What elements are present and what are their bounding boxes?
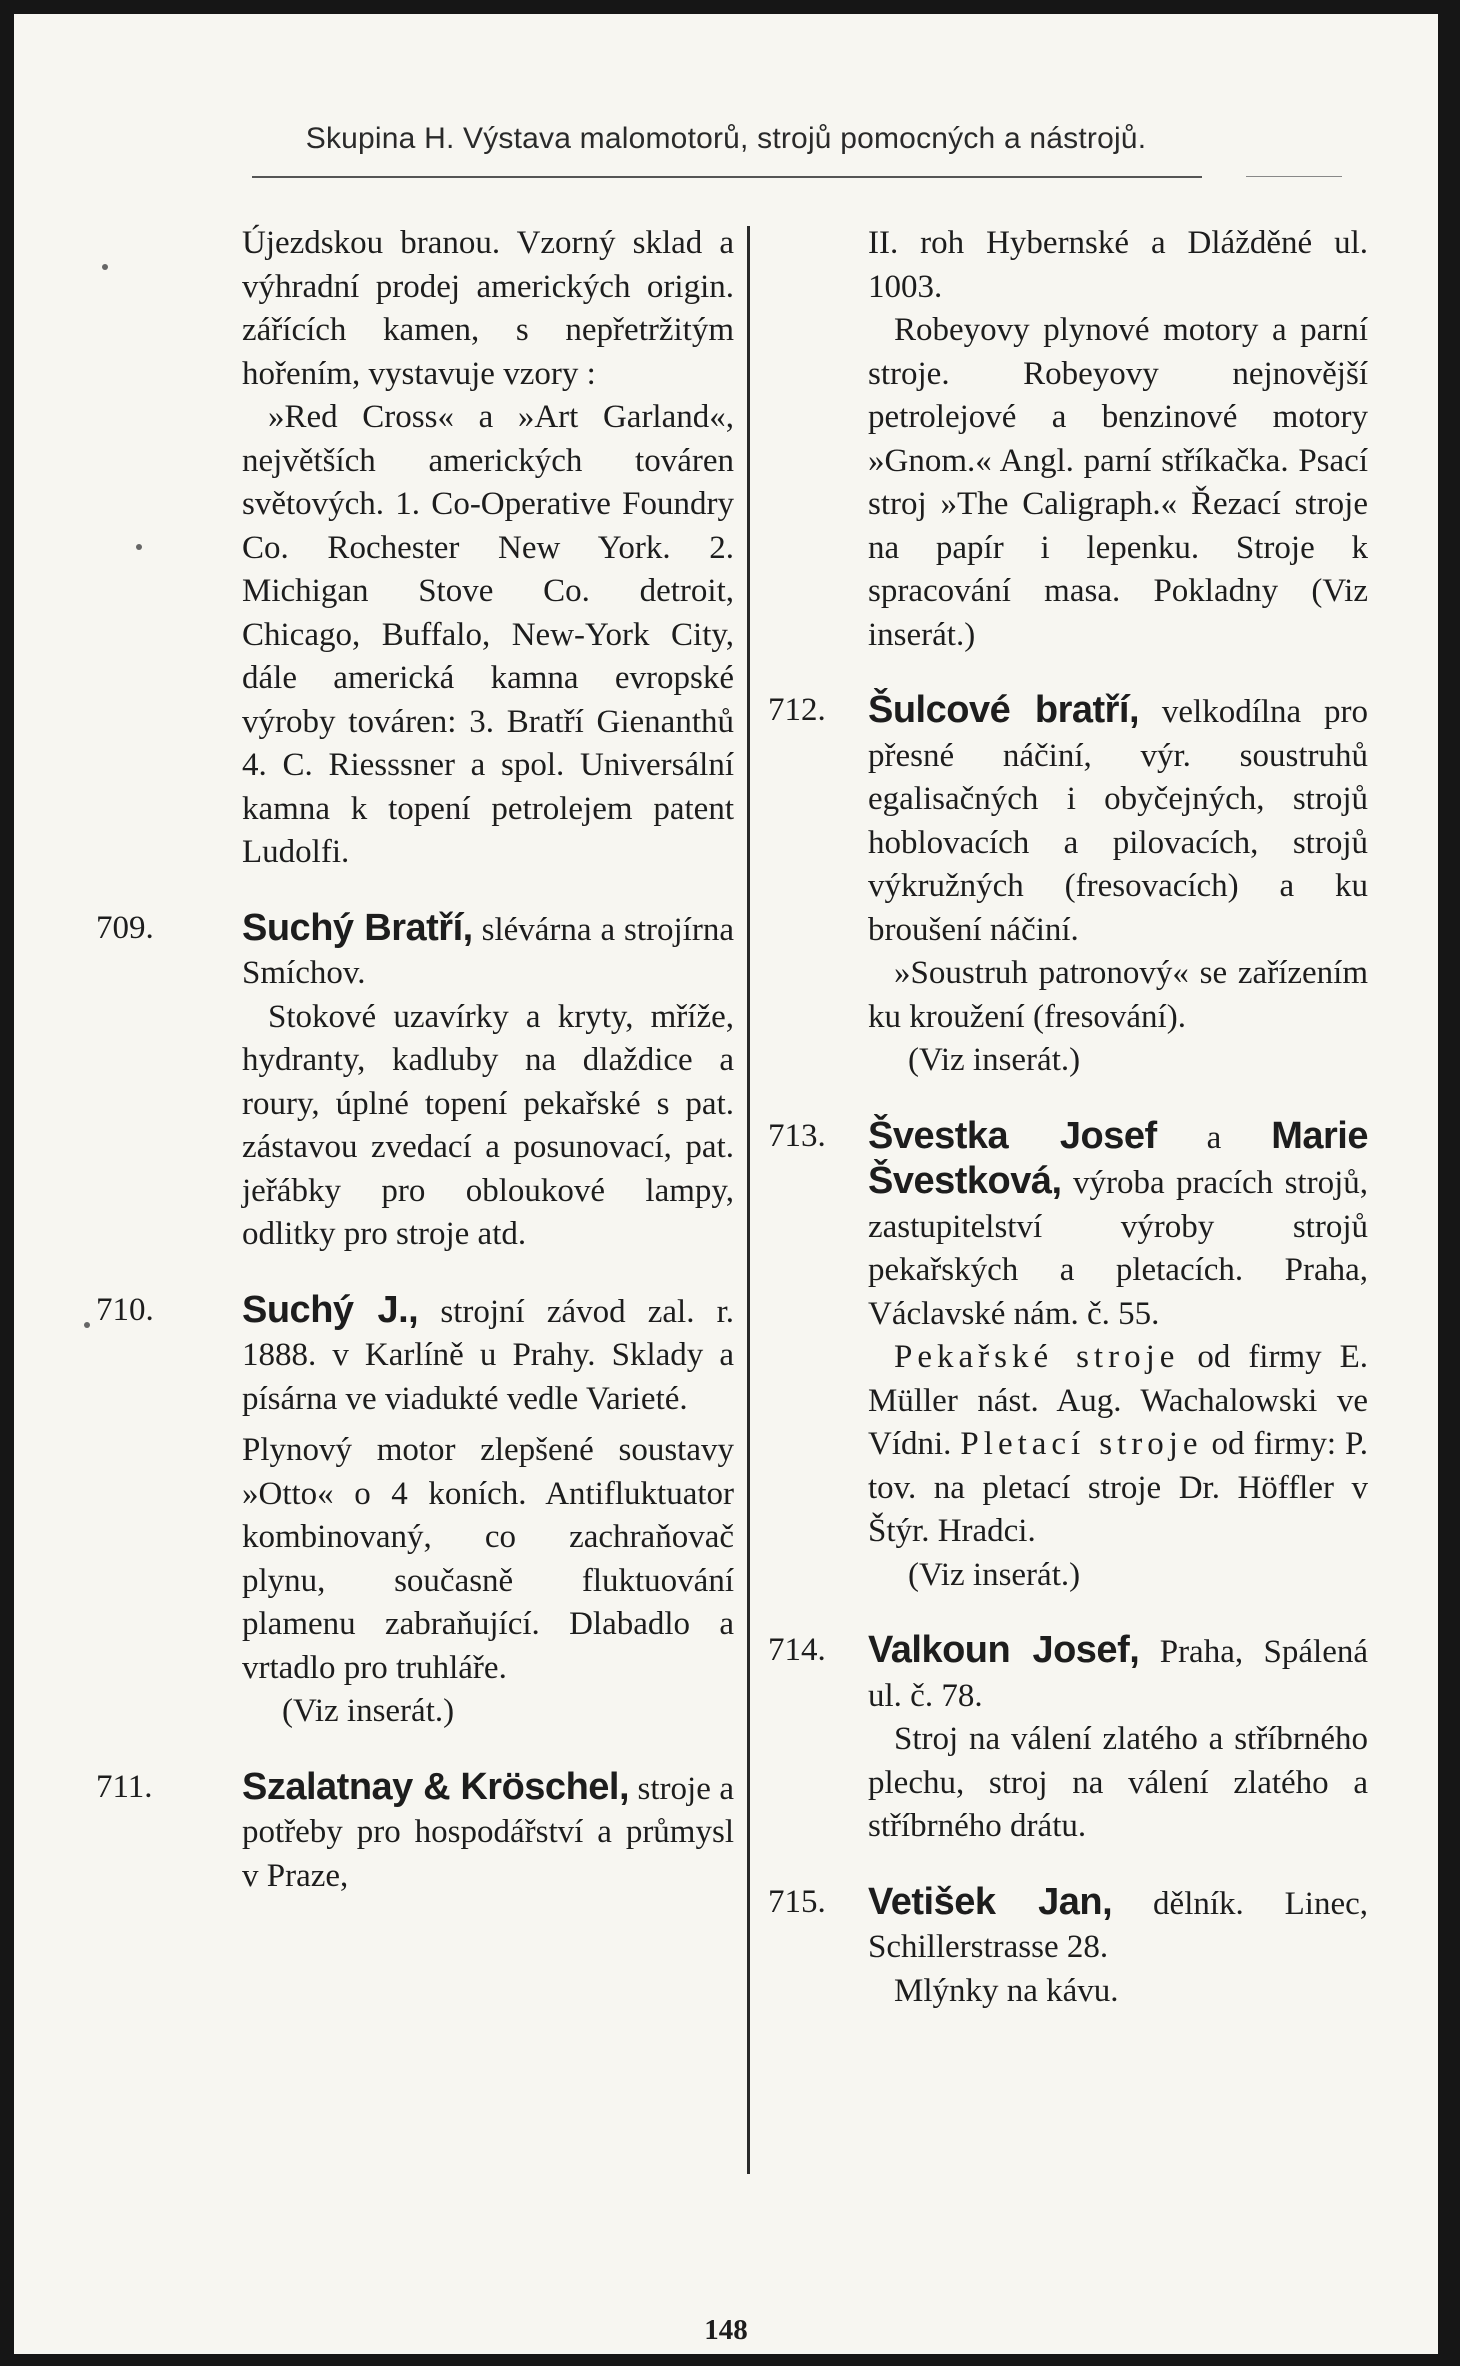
entry-number: 712. [768,692,826,728]
paper-speck [136,544,142,550]
see-advert-note: (Viz inserát.) [908,1042,1081,1078]
exhibit-text: od firmy E. Müller nást. Aug. Wachalowski ve Vídni. [868,1339,1368,1462]
exhibitor-info: dělník. Linec, Schillerstrasse 28. [868,1885,1369,1965]
exhibitor-info: velkodílna pro přesné náčiní, výr. soustruhů egalisačných i obyčejných, strojů hoblovacích a pilovacích, strojů výkružných (fresovacích) a ku broušení náčiní. [868,694,1368,948]
exhibitor-name-2: Marie Švestková, [868,1114,1368,1202]
entry-number: 713. [768,1117,826,1154]
continuation-text: Robeyovy plynové motory a parní stroje. Robeyovy nejnovější petrolejové a benzinové motory »Gnom.« Angl. parní stříkačka. Psací stroj »The Caligraph.« Řezací stroje na papír i lepenku. Stroje k spracování masa. Pokladny (Viz inserát.) [868,312,1368,653]
exhibitor-conjunction: a [1156,1119,1272,1156]
exhibit-text: od firmy: P. tov. na pletací stroje Dr. Höffler v Štýr. Hradci. [868,1426,1368,1549]
exhibitor-info: strojní závod zal. r. 1888. v Karlíně u Prahy. Sklady a písárna ve viadukté vedle Varieté. [242,1293,735,1417]
exhibitor-name: Švestka Josef [868,1114,1157,1157]
header-rule [252,176,1202,178]
left-column [96,222,734,1898]
page-header: Skupina H. Výstava malomotorů, strojů pomocných a nástrojů. [305,122,1147,155]
entry-number: 711. [96,1768,153,1805]
catalog-entry-712 [768,689,1368,1083]
exhibitor-name: Šulcové bratří, [868,689,1140,731]
exhibit-description [868,1336,1368,1554]
exhibit-description: »Soustruh patronový« se zařízením ku kroužení (fresování). [868,955,1368,1035]
exhibitor-name: Vetišek Jan, [868,1880,1113,1923]
paper-speck [102,264,108,270]
entry-number: 710. [96,1291,154,1328]
continuation-text: II. roh Hybernské a Dlážděné ul. 1003. [868,225,1368,305]
page [14,14,1438,2354]
paper-speck [84,1322,90,1328]
exhibitor-name: Suchý J., [242,1288,419,1331]
entry-number: 709. [96,909,154,946]
exhibitor-name: Szalatnay & Kröschel, [242,1765,630,1808]
catalog-entry-710 [96,1289,734,1734]
catalog-entry-711 [96,1766,734,1899]
exhibitor-name: Valkoun Josef, [868,1629,1140,1671]
column-divider [747,226,750,2174]
continuation-text: Újezdskou branou. Vzorný sklad a výhradní prodej amerických origin. zářících kamen, s nepřetržitým hořením, vystavuje vzory : [242,225,734,392]
entry-number: 714. [768,1632,826,1668]
header-rule-tail [1246,176,1342,177]
spaced-term: Pletací stroje [960,1426,1203,1462]
exhibitor-info: Praha, Spálená ul. č. 78. [868,1634,1368,1714]
continuation-text: »Red Cross« a »Art Garland«, největších amerických továren světových. 1. Co-Operative Foundry Co. Rochester New York. 2. Michigan Stove Co. detroit, Chicago, Buffalo, New-York City, dále americká kamna evropské výroby továren: 3. Bratří Gienanthů 4. C. Riesssner a spol. Universální kamna k topení petrolejem patent Ludolfi. [242,399,734,870]
entry-number: 715. [768,1883,826,1920]
page-number: 148 [704,2314,748,2346]
exhibitor-info: slévárna a strojírna Smíchov. [242,911,734,991]
exhibitor-info: výroba pracích strojů, zastupitelství výroby strojů pekařských a pletacích. Praha, Václavské nám. č. 55. [868,1165,1368,1332]
catalog-entry-713 [768,1115,1368,1598]
catalog-entry-715 [768,1881,1368,2014]
exhibit-description: Mlýnky na kávu. [894,1972,1119,2009]
exhibitor-name: Suchý Bratří, [242,906,473,949]
see-advert-note: (Viz inserát.) [908,1556,1081,1593]
exhibit-description: Stroj na válení zlatého a stříbrného plechu, stroj na válení zlatého a stříbrného drátu. [868,1721,1368,1844]
exhibit-description: Plynový motor zlepšené soustavy »Otto« o 4 koních. Antifluktuator kombinovaný, co zachraňovač plynu, současně fluktuování plamenu zabraňující. Dlabadlo a vrtadlo pro truhláře. [242,1432,734,1686]
catalog-entry-709 [96,907,734,1257]
see-advert-note: (Viz inserát.) [282,1693,455,1729]
spaced-term: Pekařské stroje [894,1339,1180,1375]
exhibitor-info: stroje a potřeby pro hospodářství a průmysl v Praze, [242,1770,734,1894]
right-column [768,222,1368,2013]
exhibit-description: Stokové uzavírky a kryty, mříže, hydranty, kadluby na dlaždice a roury, úplné topení pekařské s pat. zástavou zvedací a posunovací, pat. jeřábky pro obloukové lampy, odlitky pro stroje atd. [242,998,734,1252]
catalog-entry-714 [768,1629,1368,1849]
